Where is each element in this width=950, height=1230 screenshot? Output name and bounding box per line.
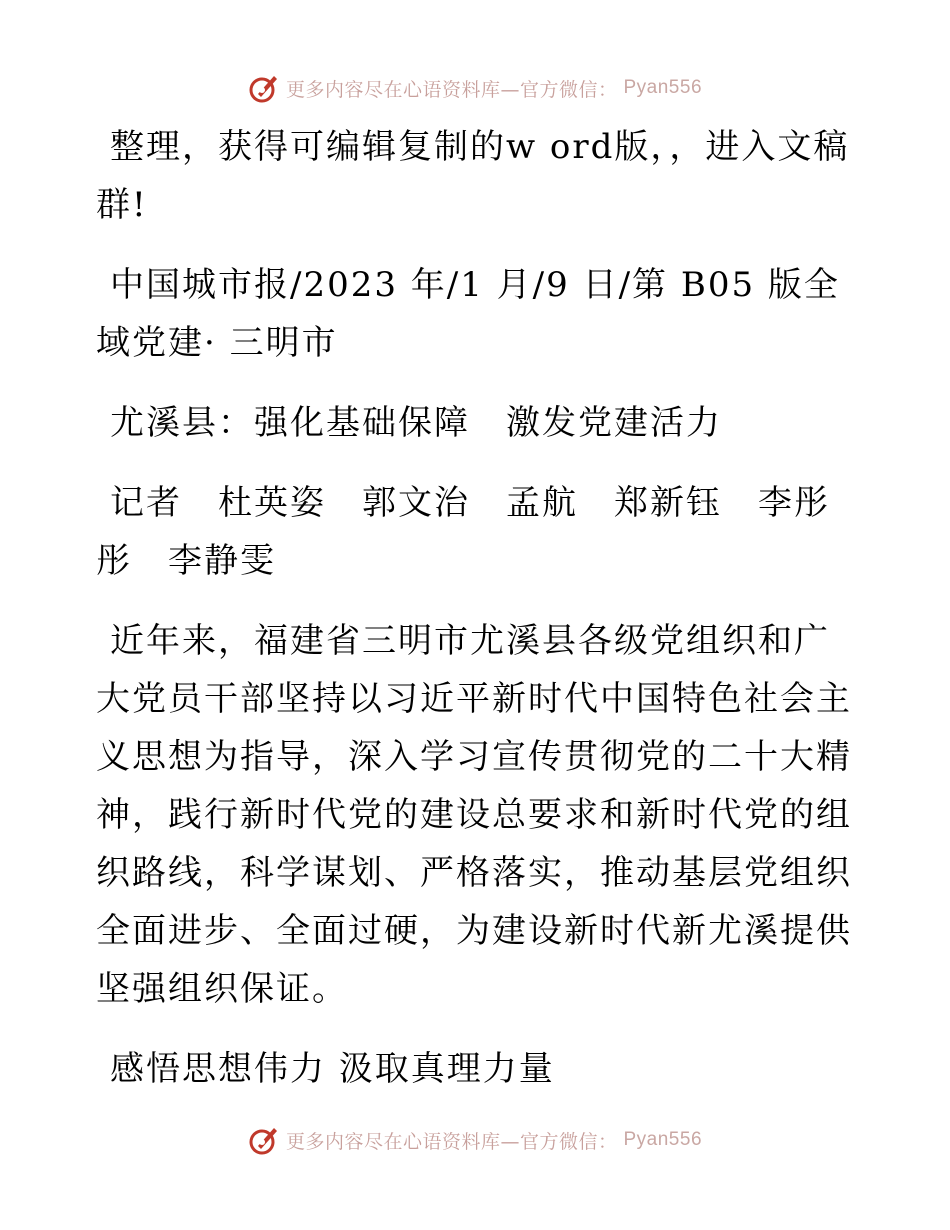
header-watermark (0, 72, 950, 104)
watermark-handle: Pyan556 (623, 77, 703, 98)
article-title: 尤溪县：强化基础保障 激发党建活力 (110, 403, 722, 443)
pen-logo-icon (248, 1124, 280, 1156)
body-paragraph: 近年来，福建省三明市尤溪县各级党组织和广大党员干部坚持以习近平新时代中国特色社会主义思想为指导，深入学习宣传贯彻党的二十大精神，践行新时代党的建设总要求和新时代党的组织路线，科学谋划、严格落实，推动基层党组织全面进步、全面过硬，为建设新时代新尤溪提供坚强组织保证。 (96, 621, 852, 1009)
document-body (96, 118, 856, 1120)
author-line: 记者 杜英姿 郭文治 孟航 郑新钰 李彤彤 李静雯 (96, 483, 830, 581)
watermark-text: 更多内容尽在心语资料库—官方微信： (285, 1130, 618, 1153)
watermark-text: 更多内容尽在心语资料库—官方微信： (285, 78, 618, 101)
pen-logo-icon (248, 72, 280, 104)
footer-watermark (0, 1124, 950, 1156)
source-line: 中国城市报/2023 年/1 月/9 日/第 B05 版全域党建· 三明市 (96, 265, 840, 363)
section-heading: 感悟思想伟力 汲取真理力量 (110, 1049, 555, 1089)
intro-note: 整理，获得可编辑复制的w ord版，，进入文稿群! (96, 127, 850, 225)
watermark-handle: Pyan556 (623, 1129, 703, 1150)
